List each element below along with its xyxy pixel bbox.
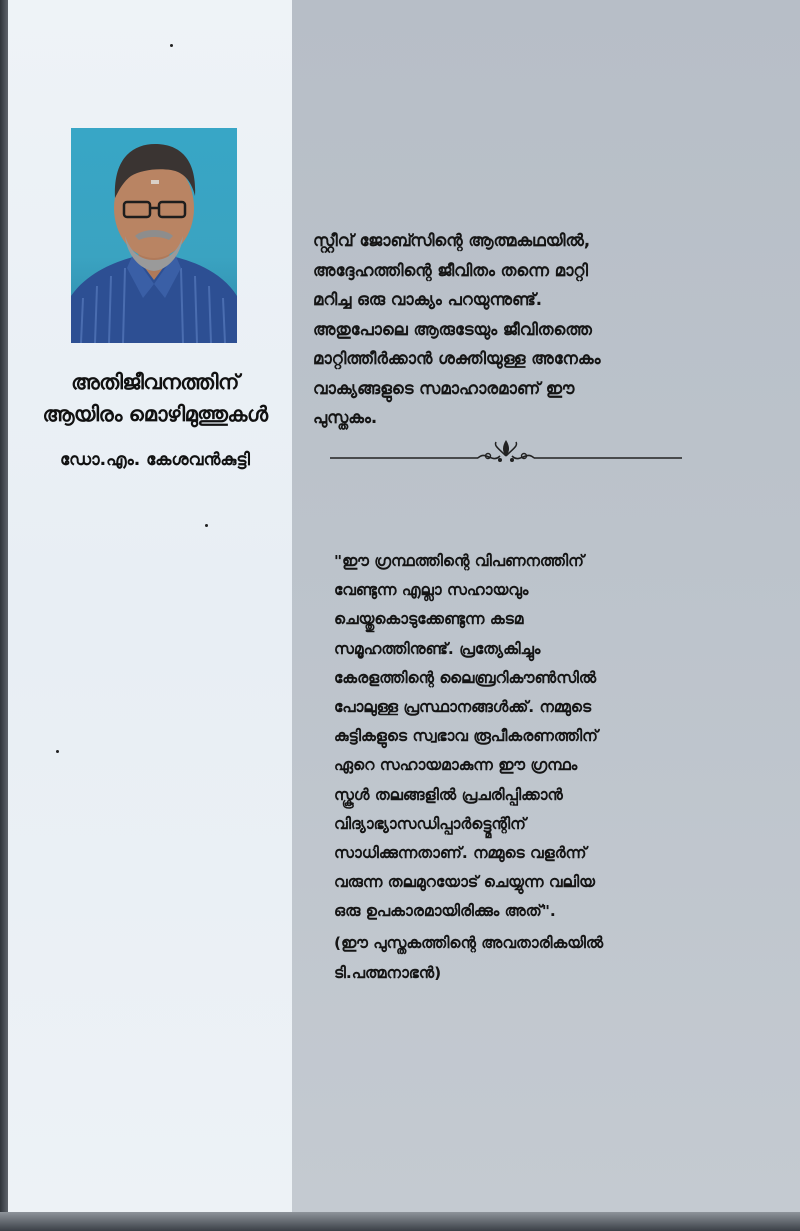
quote-line: വേണ്ടുന്ന എല്ലാ സഹായവും (334, 581, 529, 600)
quote-line: പോലുള്ള പ്രസ്ഥാനങ്ങൾക്ക്. നമ്മുടെ (334, 698, 592, 717)
quote-attribution (334, 928, 779, 988)
quote-line: വിദ്യാഭ്യാസഡിപ്പാർട്ട്മെന്റിന് (334, 814, 526, 833)
quote-line: വരുന്ന തലമുറയോട് ചെയ്യുന്ന വലിയ (334, 873, 595, 892)
blurb-line: മാറ്റിത്തീർക്കാൻ ശക്തിയുള്ള അനേകം (313, 349, 601, 368)
quote-line: ഏറെ സഹായമാകുന്ന ഈ ഗ്രന്ഥം (334, 756, 578, 775)
quote-paragraph (334, 547, 779, 927)
quote-line: കുട്ടികളുടെ സ്വഭാവ രൂപീകരണത്തിന് (334, 727, 598, 746)
quote-line: ചെയ്തുകൊടുക്കേണ്ടുന്ന കടമ (334, 610, 524, 629)
print-speck (56, 750, 59, 753)
attribution-author: ടി.പത്മനാഭൻ) (334, 964, 442, 982)
author-name: ഡോ.എം. കേശവൻകുട്ടി (60, 450, 250, 470)
quote-line: ഒരു ഉപകാരമായിരിക്കും അത്". (334, 902, 556, 921)
blurb-line: അദ്ദേഹത്തിന്റെ ജീവിതം തന്നെ മാറ്റി (313, 260, 588, 280)
book-title-line2: ആയിരം മൊഴിമുത്തുകൾ (42, 402, 268, 426)
blurb-line: സ്റ്റീവ് ജോബ്സിന്റെ ആത്മകഥയിൽ, (313, 231, 591, 250)
ornamental-divider-icon (330, 438, 682, 468)
quote-line: "ഈ ഗ്രന്ഥത്തിന്റെ വിപണനത്തിന് (334, 552, 584, 570)
print-speck (170, 44, 173, 47)
blurb-line: മറിച്ച ഒരു വാക്യം പറയുന്നുണ്ട്. (313, 290, 543, 309)
blurb-line: അതുപോലെ ആരുടേയും ജീവിതത്തെ (313, 319, 592, 339)
quote-line: സമൂഹത്തിനുണ്ട്. പ്രത്യേകിച്ചും (334, 639, 541, 658)
cover-bottom-edge (0, 1212, 800, 1231)
print-speck (205, 524, 208, 527)
blurb-paragraph (313, 226, 783, 433)
author-photo (71, 128, 237, 343)
attribution-line: (ഈ പുസ്തകത്തിന്റെ അവതാരികയിൽ (334, 934, 604, 952)
book-title-line1: അതിജീവനത്തിന് (71, 370, 239, 394)
quote-line: കേരളത്തിന്റെ ലൈബ്രറികൗൺസിൽ (334, 668, 597, 687)
quote-line: സ്കൂൾ തലങ്ങളിൽ പ്രചരിപ്പിക്കാൻ (334, 785, 563, 804)
author-portrait-illustration (71, 128, 237, 343)
blurb-line: പുസ്തകം. (313, 408, 378, 427)
blurb-line: വാക്യങ്ങളുടെ സമാഹാരമാണ് ഈ (313, 378, 575, 398)
quote-line: സാധിക്കുന്നതാണ്. നമ്മുടെ വളർന്ന് (334, 844, 587, 863)
